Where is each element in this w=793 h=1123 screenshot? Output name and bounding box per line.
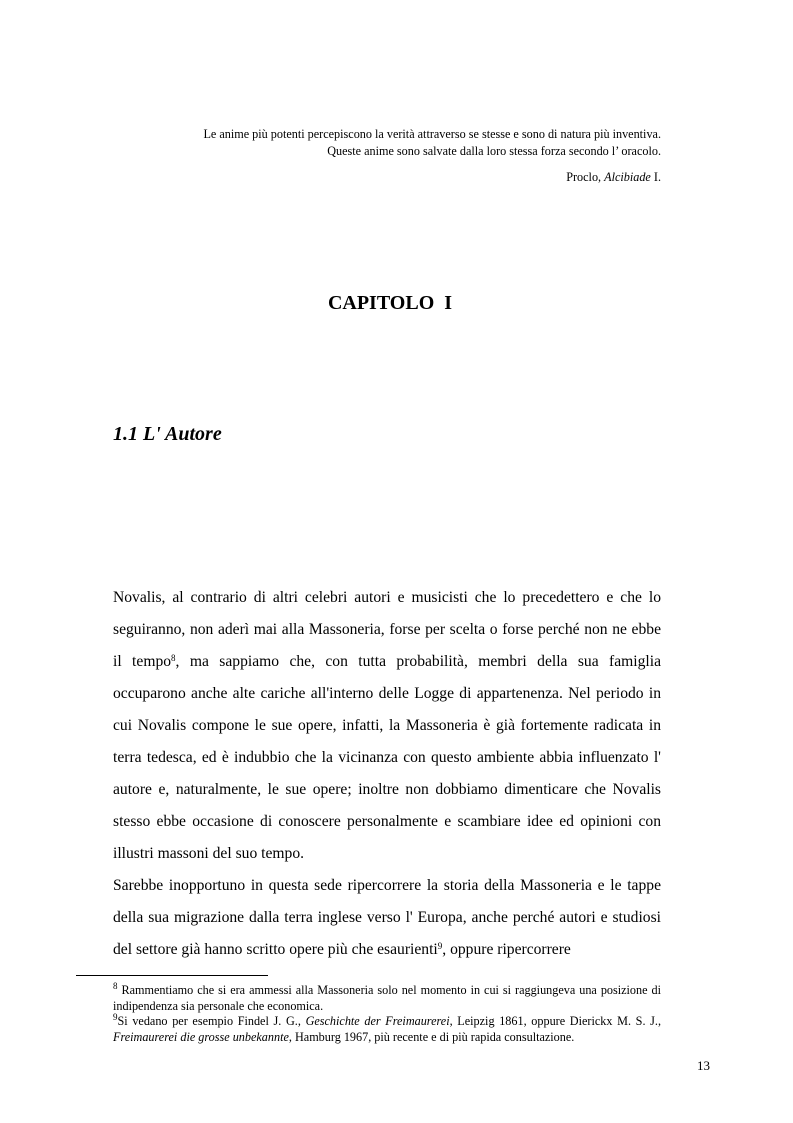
footnote-9-text-c: , Hamburg 1967, più recente e di più rapida consultazione. (288, 1029, 575, 1044)
footnote-8-number: 8 (113, 981, 118, 991)
paragraph-1-part-b: , ma sappiamo che, con tutta probabilità, membri della sua famiglia occuparono anche alte cariche all'interno delle Logge di appartenenza. Nel periodo in cui Novalis compone le sue opere, infatti, la Massoneria è già fortemente radicata in terra tedesca, ed è indubbio che la vicinanza con questo ambiente abbia influenzato l' autore e, naturalmente, le sue opere; inoltre non dobbiamo dimenticare che Novalis stesso ebbe occasione di conoscere personalmente e scambiare idee ed opinioni con illustri massoni del suo tempo. (113, 653, 662, 862)
footnote-9-text-b: , Leipzig 1861, oppure Dierickx M. S. J., (449, 1014, 661, 1028)
footnote-separator (76, 975, 268, 976)
section-heading: 1.1 L' Autore (113, 423, 222, 445)
footnote-9 (113, 1014, 661, 1045)
body-text (113, 582, 661, 966)
paragraph-2 (113, 870, 661, 966)
epigraph-source-work: Alcibiade (604, 170, 651, 184)
chapter-title: CAPITOLO I (327, 292, 453, 314)
footnote-8-text: Rammentiamo che si era ammessi alla Massoneria solo nel momento in cui si raggiungeva una posizione di indipendenza sia personale che economica. (113, 983, 661, 1013)
epigraph-line-1: Le anime più potenti percepiscono la verità attraverso se stesse e sono di natura più inventiva. (203, 127, 661, 141)
paragraph-1 (113, 582, 661, 870)
page-number: 13 (697, 1058, 710, 1073)
footnote-9-number: 9 (113, 1012, 118, 1022)
footnote-ref-8: 8 (171, 653, 176, 663)
footnote-ref-9: 9 (437, 941, 443, 951)
footnote-8 (113, 983, 661, 1014)
paragraph-2-part-b: , oppure ripercorrere (442, 941, 571, 958)
footnotes (113, 983, 661, 1045)
paragraph-2-part-a: Sarebbe inopportuno in questa sede ripercorrere la storia della Massoneria e le tappe della sua migrazione dalla terra inglese verso l' Europa, anche perché autori e studiosi del settore già hanno scritto opere più che esaurienti (113, 877, 661, 958)
footnote-9-text-a: Si vedano per esempio Findel J. G., (117, 1014, 306, 1028)
epigraph-source-suffix: I. (650, 170, 661, 184)
footnote-9-work-1: Geschichte der Freimaurerei (305, 1014, 450, 1028)
footnote-9-work-2: Freimaurerei die grosse unbekannte (113, 1029, 289, 1044)
epigraph (113, 126, 661, 186)
epigraph-source (113, 169, 661, 186)
epigraph-line-2: Queste anime sono salvate dalla loro stessa forza secondo l’ oracolo. (327, 143, 661, 158)
epigraph-source-author: Proclo, (566, 170, 605, 184)
paragraph-1-part-a: Novalis, al contrario di altri celebri autori e musicisti che lo precedettero e che lo seguiranno, non aderì mai alla Massoneria, forse per scelta o forse perché non ne ebbe il tempo (113, 589, 661, 670)
